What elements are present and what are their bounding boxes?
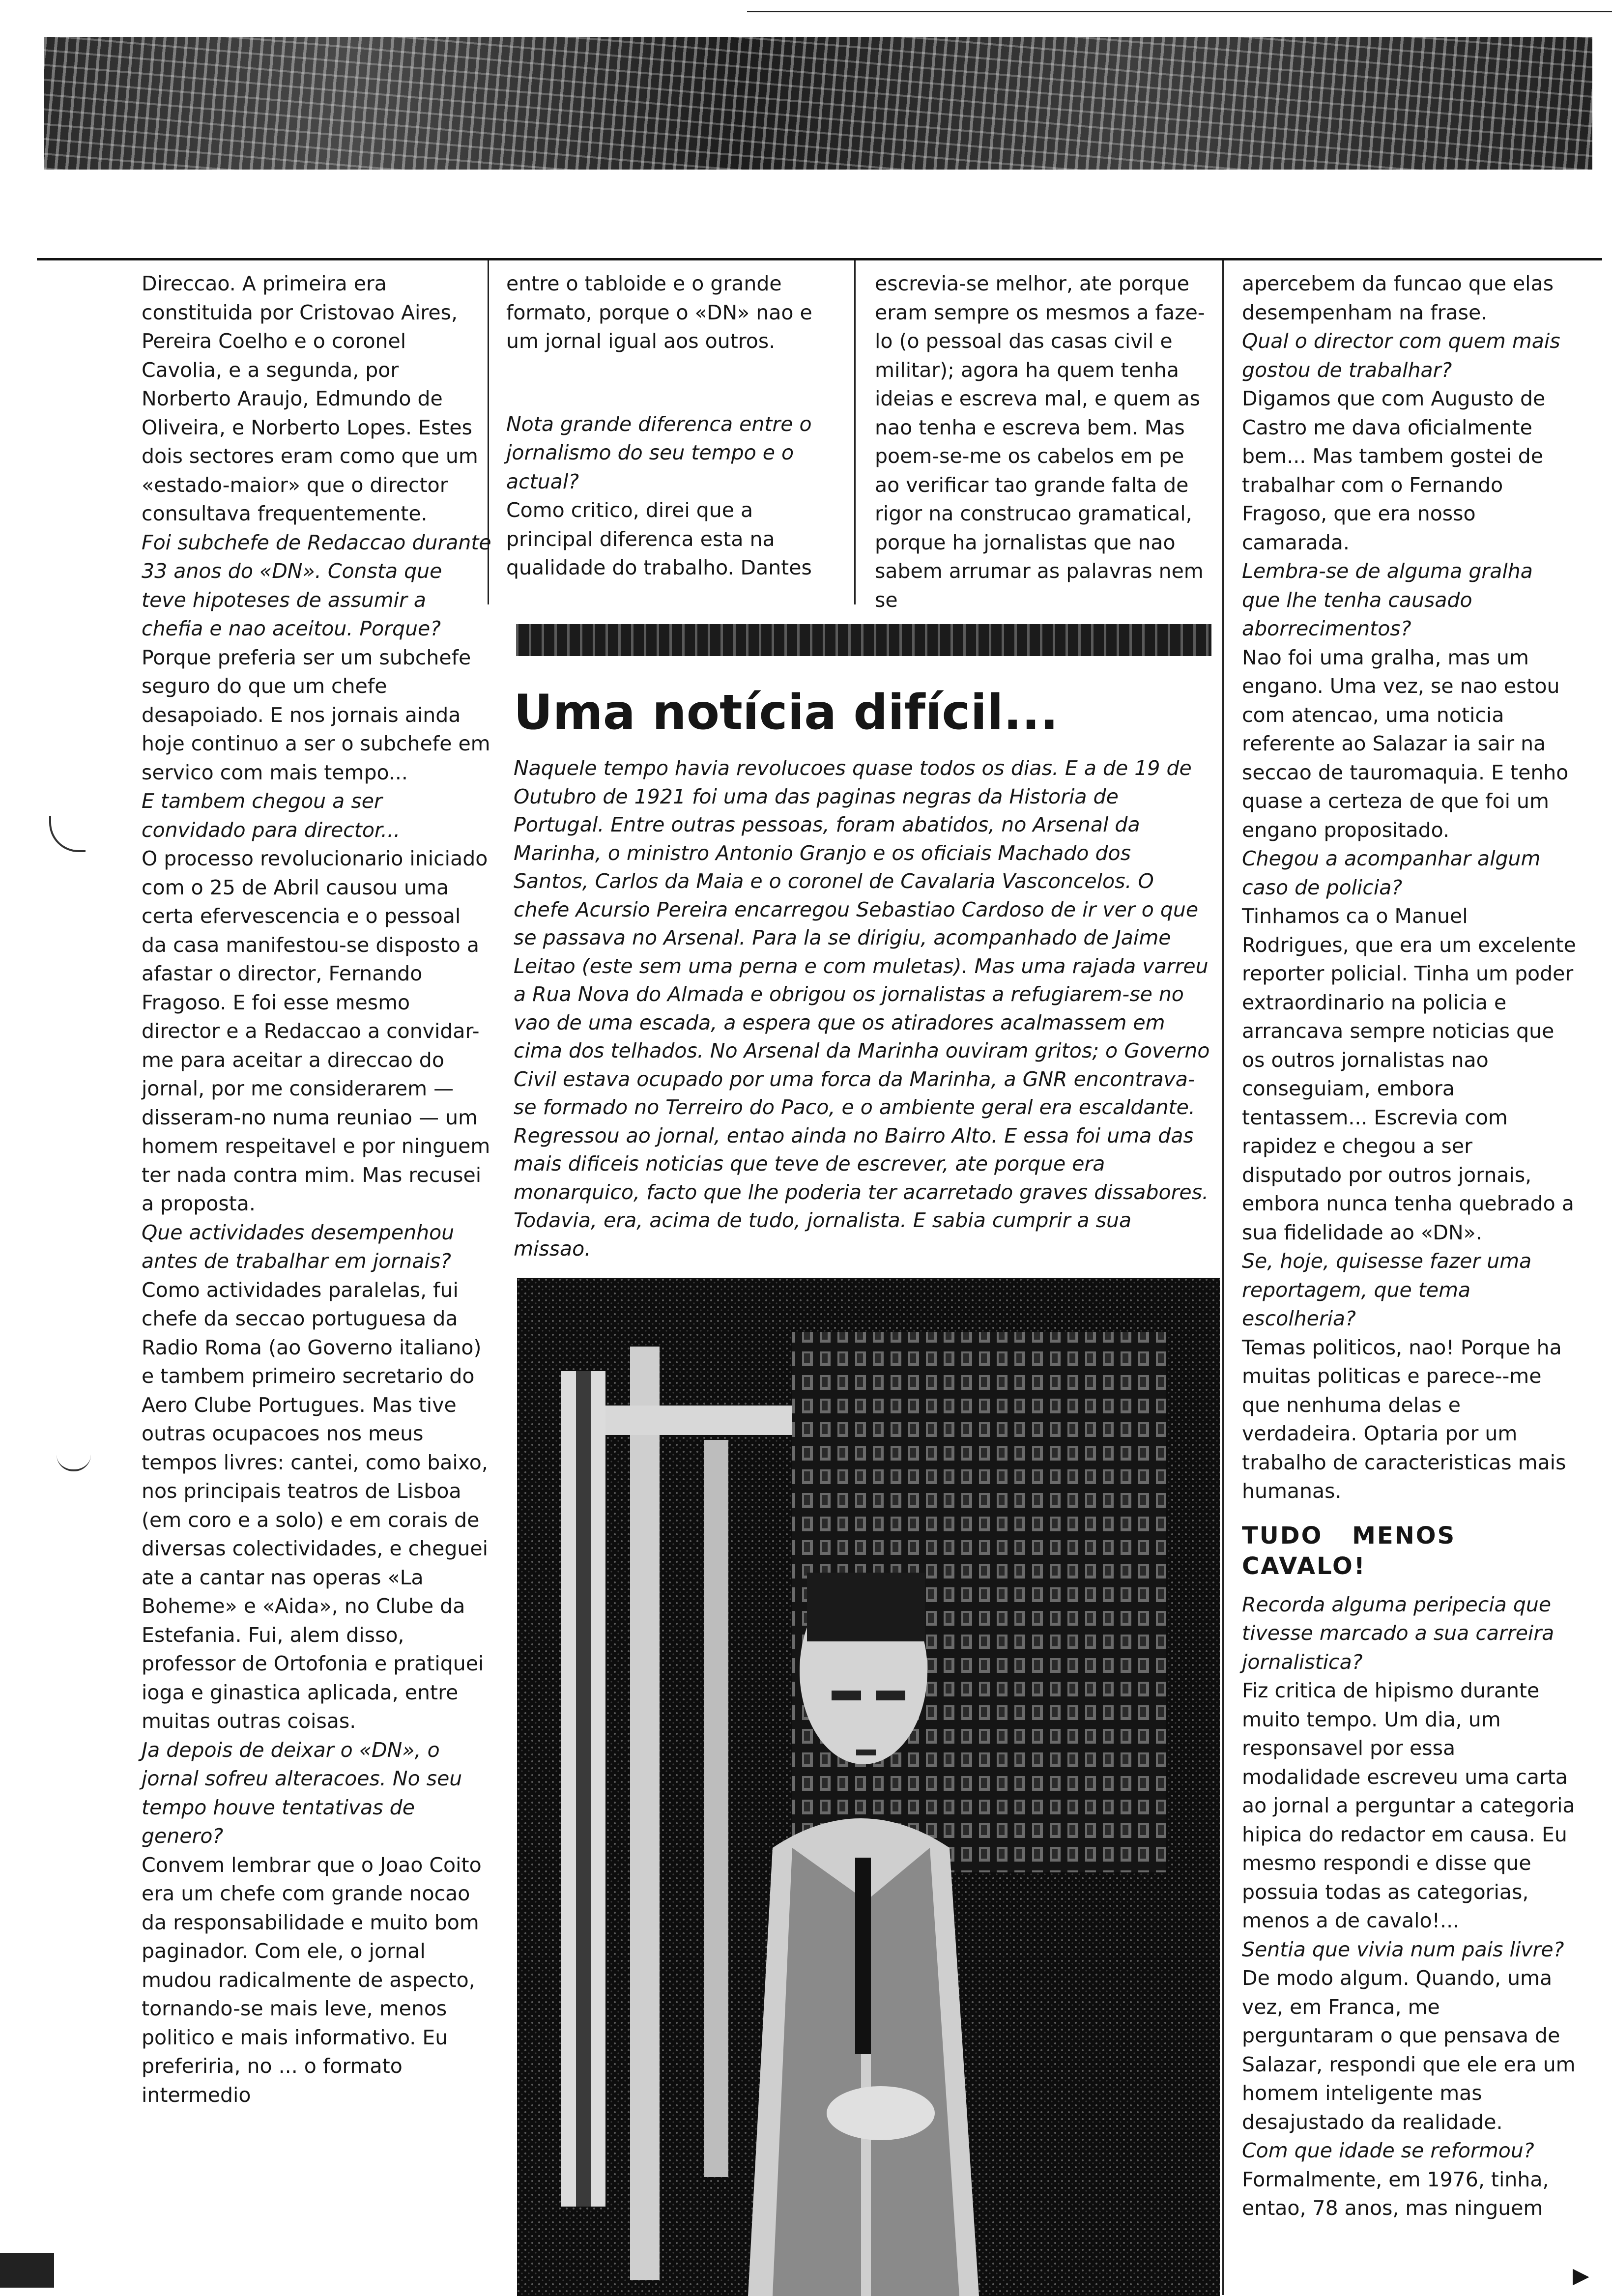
interview-answer: Porque preferia ser um subchefe seguro do que um chefe desapoiado. E nos jornais ainda hoje continuo a ser o subchefe em servico com mais tempo... (142, 645, 490, 784)
header-banner (44, 37, 1592, 170)
headline: Uma notícia difícil... (514, 685, 1059, 741)
interview-answer: Como actividades paralelas, fui chefe da seccao portuguesa da Radio Roma (ao Governo italiano) e tambem primeiro secretario do Aero Clube Portugues. Mas tive outras ocupacoes nos meus tempos livres: cantei, como baixo, nos principais teatros de Lisboa (em coro e a solo) e em corais de diversas colectividades, e cheguei ate a cantar nas operas «La Boheme» e «Aida», no Clube da Estefania. Fui, alem disso, professor de Ortofonia e pratiquei ioga e ginastica aplicada, entre muitas outras coisas. (142, 1278, 489, 1733)
column-divider (1222, 260, 1224, 2295)
interview-answer: entre o tabloide e o grande formato, porque o «DN» nao e um jornal igual aos outros. (506, 272, 812, 353)
interview-answer: Fiz critica de hipismo durante muito tempo. Um dia, um responsavel por essa modalidade escreveu uma carta ao jornal a perguntar a categoria hipica do redactor em causa. Eu mesmo respondi e disse que possuia todas as categorias, menos a de cavalo!... (1242, 1679, 1575, 1932)
column-rule (37, 258, 1602, 260)
interview-question: Lembra-se de alguma gralha que lhe tenha causado aborrecimentos? (1242, 559, 1533, 640)
top-rule (747, 11, 1612, 12)
scan-mark (0, 2253, 54, 2288)
interview-question: Se, hoje, quisesse fazer uma reportagem, que tema escolheria? (1242, 1249, 1532, 1330)
interview-answer: Digamos que com Augusto de Castro me dava oficialmente bem... Mas tambem gostei de trabalhar com o Fernando Fragoso, que era nosso camarada. (1242, 387, 1546, 554)
interview-question: Recorda alguma peripecia que tivesse marcado a sua carreira jornalistica? (1242, 1592, 1554, 1674)
interview-answer: apercebem da funcao que elas desempenham na frase. (1242, 272, 1554, 324)
interview-answer: Tinhamos ca o Manuel Rodrigues, que era um excelente reporter policial. Tinha um poder extraordinario na policia e arrancava sempre noticias que os outros jornalistas nao conseguiam, embora tentassem... Escrevia com rapidez e chegou a ser disputado por outros jornais, embora nunca tenha quebrado a sua fidelidade ao «DN». (1242, 904, 1576, 1244)
interview-question: Sentia que vivia num pais livre? (1242, 1937, 1564, 1961)
article-column-2 (506, 269, 845, 603)
interview-question: Com que idade se reformou? (1242, 2139, 1534, 2162)
interview-question: Foi subchefe de Redaccao durante 33 anos do «DN». Consta que teve hipoteses de assumir a chefia e nao aceitou. Porque? (142, 530, 491, 640)
interview-answer: Direccao. A primeira era constituida por Cristovao Aires, Pereira Coelho e o coronel Cavolia, e a segunda, por Norberto Araujo, Edmundo de Oliveira, e Norberto Lopes. Estes dois sectores eram como que um «estado-maior» que o director consultava frequentemente. (142, 272, 478, 525)
article-column-4 (1242, 269, 1576, 2223)
article-column-1 (142, 269, 491, 2109)
interview-answer: Temas politicos, nao! Porque ha muitas politicas e parece--me que nenhuma delas e verdadeira. Optaria por um trabalho de caracteristicas mais humanas. (1242, 1335, 1566, 1503)
headline-rule (516, 624, 1211, 656)
article-column-3 (875, 269, 1214, 614)
interview-answer: Convem lembrar que o Joao Coito era um chefe com grande nocao da responsabilidade e muito bom paginador. Com ele, o jornal mudou radicalmente de aspecto, tornando-se mais leve, menos politico e mais informativo. Eu preferiria, no ... o formato intermedio (142, 1853, 482, 2107)
interview-answer: escrevia-se melhor, ate porque eram sempre os mesmos a faze-lo (o pessoal das casas civil e militar); agora ha quem tenha ideias e escreva mal, e quem as nao tenha e escreva bem. Mas poem-se-me os cabelos em pe ao verificar tao grande falta de rigor na construcao gramatical, porque ha jornalistas que nao sabem arrumar as palavras nem se (875, 272, 1205, 612)
interview-question: Qual o director com quem mais gostou de trabalhar? (1242, 329, 1560, 382)
portrait-photo (517, 1278, 1220, 2296)
intro-paragraph: Naquele tempo havia revolucoes quase todos os dias. E a de 19 de Outubro de 1921 foi uma das paginas negras da Historia de Portugal. Entre outras pessoas, foram abatidos, no Arsenal da Marinha, o ministro Antonio Granjo e os oficiais Machado dos Santos, Carlos da Maia e o coronel de Cavalaria Vasconcelos. O chefe Acursio Pereira encarregou Sebastiao Cardoso de ir ver o que se passava no Arsenal. Para la se dirigiu, acompanhado de Jaime Leitao (este sem uma perna e com muletas). Mas uma rajada varreu a Rua Nova do Almada e obrigou os jornalistas a refugiarem-se no vao de uma escada, a espera que os atiradores acalmassem em cima dos telhados. No Arsenal da Marinha ouviram gritos; o Governo Civil estava ocupado por uma forca da Marinha, a GNR encontrava-se formado no Terreiro do Paco, e o ambiente geral era escaldante. Regressou ao jornal, entao ainda no Bairro Alto. E essa foi uma das mais dificeis noticias que teve de escrever, ate porque era monarquico, facto que lhe poderia ter acarretado graves dissabores. Todavia, era, acima de tudo, jornalista. E sabia cumprir a sua missao. (514, 756, 1210, 1261)
interview-question: Nota grande diferenca entre o jornalismo do seu tempo e o actual? (506, 412, 812, 493)
interview-answer: Formalmente, em 1976, tinha, entao, 78 anos, mas ninguem (1242, 2167, 1549, 2220)
interview-answer: Nao foi uma gralha, mas um engano. Uma vez, se nao estou com atencao, uma noticia referente ao Salazar ia sair na seccao de tauromaquia. E tenho quase a certeza de que foi um engano propositado. (1242, 645, 1569, 842)
subheading: TUDO MENOS CAVALO! (1242, 1521, 1456, 1580)
scan-mark (57, 1455, 91, 1471)
scan-mark (49, 816, 86, 852)
interview-question: E tambem chegou a ser convidado para director... (142, 789, 401, 842)
continue-arrow-icon: ▶ (1573, 2263, 1589, 2288)
interview-question: Que actividades desempenhou antes de trabalhar em jornais? (142, 1220, 455, 1273)
column-divider (854, 260, 856, 604)
interview-answer: Como critico, direi que a principal diferenca esta na qualidade do trabalho. Dantes (506, 498, 812, 579)
interview-question: Chegou a acompanhar algum caso de policia? (1242, 847, 1541, 899)
interview-question: Ja depois de deixar o «DN», o jornal sofreu alteracoes. No seu tempo houve tentativas de genero? (142, 1738, 462, 1848)
interview-answer: O processo revolucionario iniciado com o 25 de Abril causou uma certa efervescencia e o pessoal da casa manifestou-se disposto a afastar o director, Fernando Fragoso. E foi esse mesmo director e a Redaccao a convidar-me para aceitar a direccao do jornal, por me considerarem — disseram-no numa reuniao — um homem respeitavel e por ninguem ter nada contra mim. Mas recusei a proposta. (142, 847, 490, 1215)
interview-answer: De modo algum. Quando, uma vez, em Franca, me perguntaram o que pensava de Salazar, respondi que ele era um homem inteligente mas desajustado da realidade. (1242, 1966, 1576, 2134)
